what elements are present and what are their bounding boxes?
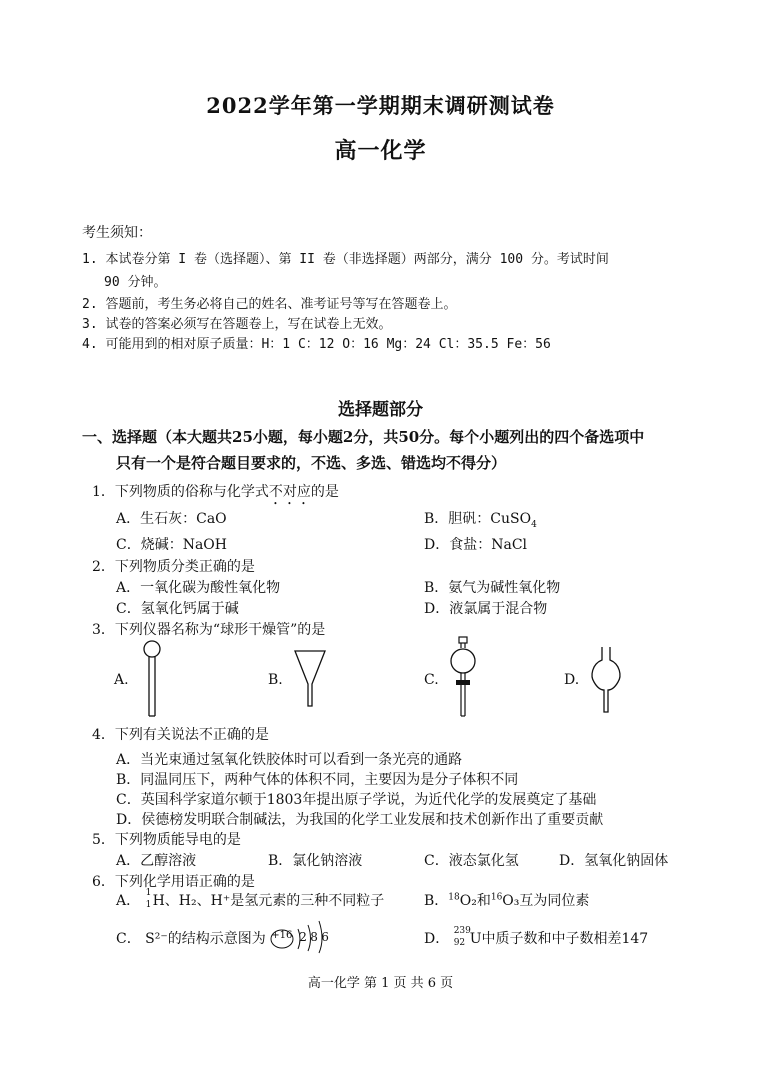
notice-item-2: 2. 答题前，考生务必将自己的姓名、准考证号等写在答题卷上。 bbox=[82, 297, 457, 312]
question-5-option-a[interactable]: A．乙醇溶液 bbox=[116, 853, 197, 869]
question-6-option-c-text: S²⁻的结构示意图为 bbox=[145, 931, 266, 947]
shell-1-electrons: 2 bbox=[299, 930, 307, 944]
question-2-option-c[interactable]: C．氢氧化钙属于碱 bbox=[116, 601, 239, 617]
question-1-stem-a: 1．下列物质的俗称与化学式 bbox=[92, 484, 269, 500]
question-6-option-a[interactable] bbox=[116, 890, 384, 911]
round-flask-icon bbox=[136, 640, 168, 722]
question-3-option-d[interactable]: D. bbox=[564, 672, 580, 688]
hydrogen-nuclide-symbol bbox=[145, 888, 153, 911]
uranium-nuclide-symbol bbox=[453, 926, 471, 949]
question-2-option-a[interactable]: A．一氧化碳为酸性氧化物 bbox=[116, 580, 281, 596]
question-5-stem: 5．下列物质能导电的是 bbox=[92, 832, 241, 848]
question-4-option-c[interactable]: C．英国科学家道尔顿于1803年提出原子学说，为近代化学的发展奠定了基础 bbox=[116, 792, 597, 808]
hydrogen-mass-number: 1 bbox=[145, 888, 152, 898]
oxygen-isotope-18: 18 bbox=[448, 892, 460, 903]
question-1-option-a[interactable]: A．生石灰：CaO bbox=[116, 511, 227, 527]
notice-item-4: 4. 可能用到的相对原子质量：H：1 C：12 O：16 Mg：24 Cl：35.5 Fe：56 bbox=[82, 337, 551, 352]
question-2-option-b[interactable]: B．氨气为碱性氧化物 bbox=[424, 580, 561, 596]
question-3-option-b[interactable]: B. bbox=[268, 672, 283, 688]
notice-heading: 考生须知： bbox=[82, 225, 152, 241]
oxygen-isotope-16: 16 bbox=[490, 892, 503, 903]
question-6-option-d-label: D． bbox=[424, 931, 450, 947]
nucleus-charge: +16 bbox=[271, 930, 293, 941]
question-6-option-b-text: O₃互为同位素 bbox=[502, 893, 590, 909]
question-4-option-a[interactable]: A．当光束通过氢氧化铁胶体时可以看到一条光亮的通路 bbox=[116, 752, 463, 768]
question-6-option-b-label: B． bbox=[424, 893, 449, 909]
section-title: 选择题部分 bbox=[338, 400, 423, 420]
question-1-emphasis: 不对应 bbox=[268, 484, 311, 500]
hydrogen-atomic-number: 1 bbox=[145, 900, 152, 910]
shell-3-electrons: 6 bbox=[321, 930, 329, 944]
question-6-option-c[interactable] bbox=[116, 928, 336, 949]
question-6-option-d-text: U中质子数和中子数相差147 bbox=[469, 931, 649, 947]
page-footer: 高一化学 第 1 页 共 6 页 bbox=[307, 976, 454, 991]
question-1-option-b[interactable] bbox=[424, 508, 537, 530]
question-1-option-d[interactable]: D．食盐：NaCl bbox=[424, 537, 528, 553]
question-6-option-a-text: H、H₂、H⁺是氢元素的三种不同粒子 bbox=[152, 893, 385, 909]
question-5-option-c[interactable]: C．液态氯化氢 bbox=[424, 853, 519, 869]
question-1-option-b-text: B．胆矾：CuSO bbox=[424, 511, 532, 527]
notice-item-3: 3. 试卷的答案必须写在答题卷上，写在试卷上无效。 bbox=[82, 317, 392, 332]
section-instruction-1: 一、选择题（本大题共25小题，每小题2分，共50分。每个小题列出的四个备选项中 bbox=[82, 428, 645, 446]
uranium-atomic-number: 92 bbox=[453, 938, 466, 948]
question-6-option-d[interactable] bbox=[424, 928, 648, 949]
question-4-option-b[interactable]: B．同温同压下，两种气体的体积不同，主要因为是分子体积不同 bbox=[116, 772, 519, 788]
separatory-funnel-icon bbox=[446, 636, 480, 720]
notice-item-1: 1. 本试卷分第 I 卷（选择题）、第 II 卷（非选择题）两部分，满分 100 分。考试时间 bbox=[82, 252, 609, 267]
question-3-option-c[interactable]: C. bbox=[424, 672, 439, 688]
notice-item-1-cont: 90 分钟。 bbox=[104, 275, 167, 290]
question-6-option-b[interactable] bbox=[424, 890, 589, 910]
question-5-option-b[interactable]: B．氯化钠溶液 bbox=[268, 853, 363, 869]
question-6-option-b-mid: O₂和 bbox=[459, 893, 491, 909]
question-5-option-d[interactable]: D．氢氧化钠固体 bbox=[559, 853, 669, 869]
question-6-stem: 6．下列化学用语正确的是 bbox=[92, 874, 255, 890]
question-3-stem: 3．下列仪器名称为“球形干燥管”的是 bbox=[92, 622, 326, 638]
question-6-option-a-label: A． bbox=[116, 893, 141, 909]
uranium-mass-number: 239 bbox=[453, 926, 471, 936]
question-1-option-b-subscript: 4 bbox=[531, 519, 537, 530]
question-2-option-d[interactable]: D．液氯属于混合物 bbox=[424, 601, 548, 617]
sulfide-ion-structure-diagram bbox=[270, 929, 336, 949]
question-1-option-c[interactable]: C．烧碱：NaOH bbox=[116, 537, 227, 553]
question-4-stem: 4．下列有关说法不正确的是 bbox=[92, 727, 269, 743]
exam-title: 2022学年第一学期期末调研测试卷 bbox=[206, 93, 555, 118]
question-4-option-d[interactable]: D．侯德榜发明联合制碱法，为我国的化学工业发展和技术创新作出了重要贡献 bbox=[116, 812, 604, 828]
exam-subject: 高一化学 bbox=[334, 138, 427, 164]
drying-tube-icon bbox=[588, 646, 624, 716]
question-6-option-c-label: C． bbox=[116, 931, 141, 947]
question-2-stem: 2．下列物质分类正确的是 bbox=[92, 559, 255, 575]
question-1-stem-b: 的是 bbox=[310, 484, 339, 500]
question-3-option-a[interactable]: A. bbox=[114, 672, 129, 688]
funnel-icon bbox=[292, 648, 328, 710]
shell-2-electrons: 8 bbox=[310, 930, 318, 944]
question-1-stem bbox=[92, 481, 339, 508]
section-instruction-2: 只有一个是符合题目要求的，不选、多选、错选均不得分） bbox=[116, 454, 507, 472]
